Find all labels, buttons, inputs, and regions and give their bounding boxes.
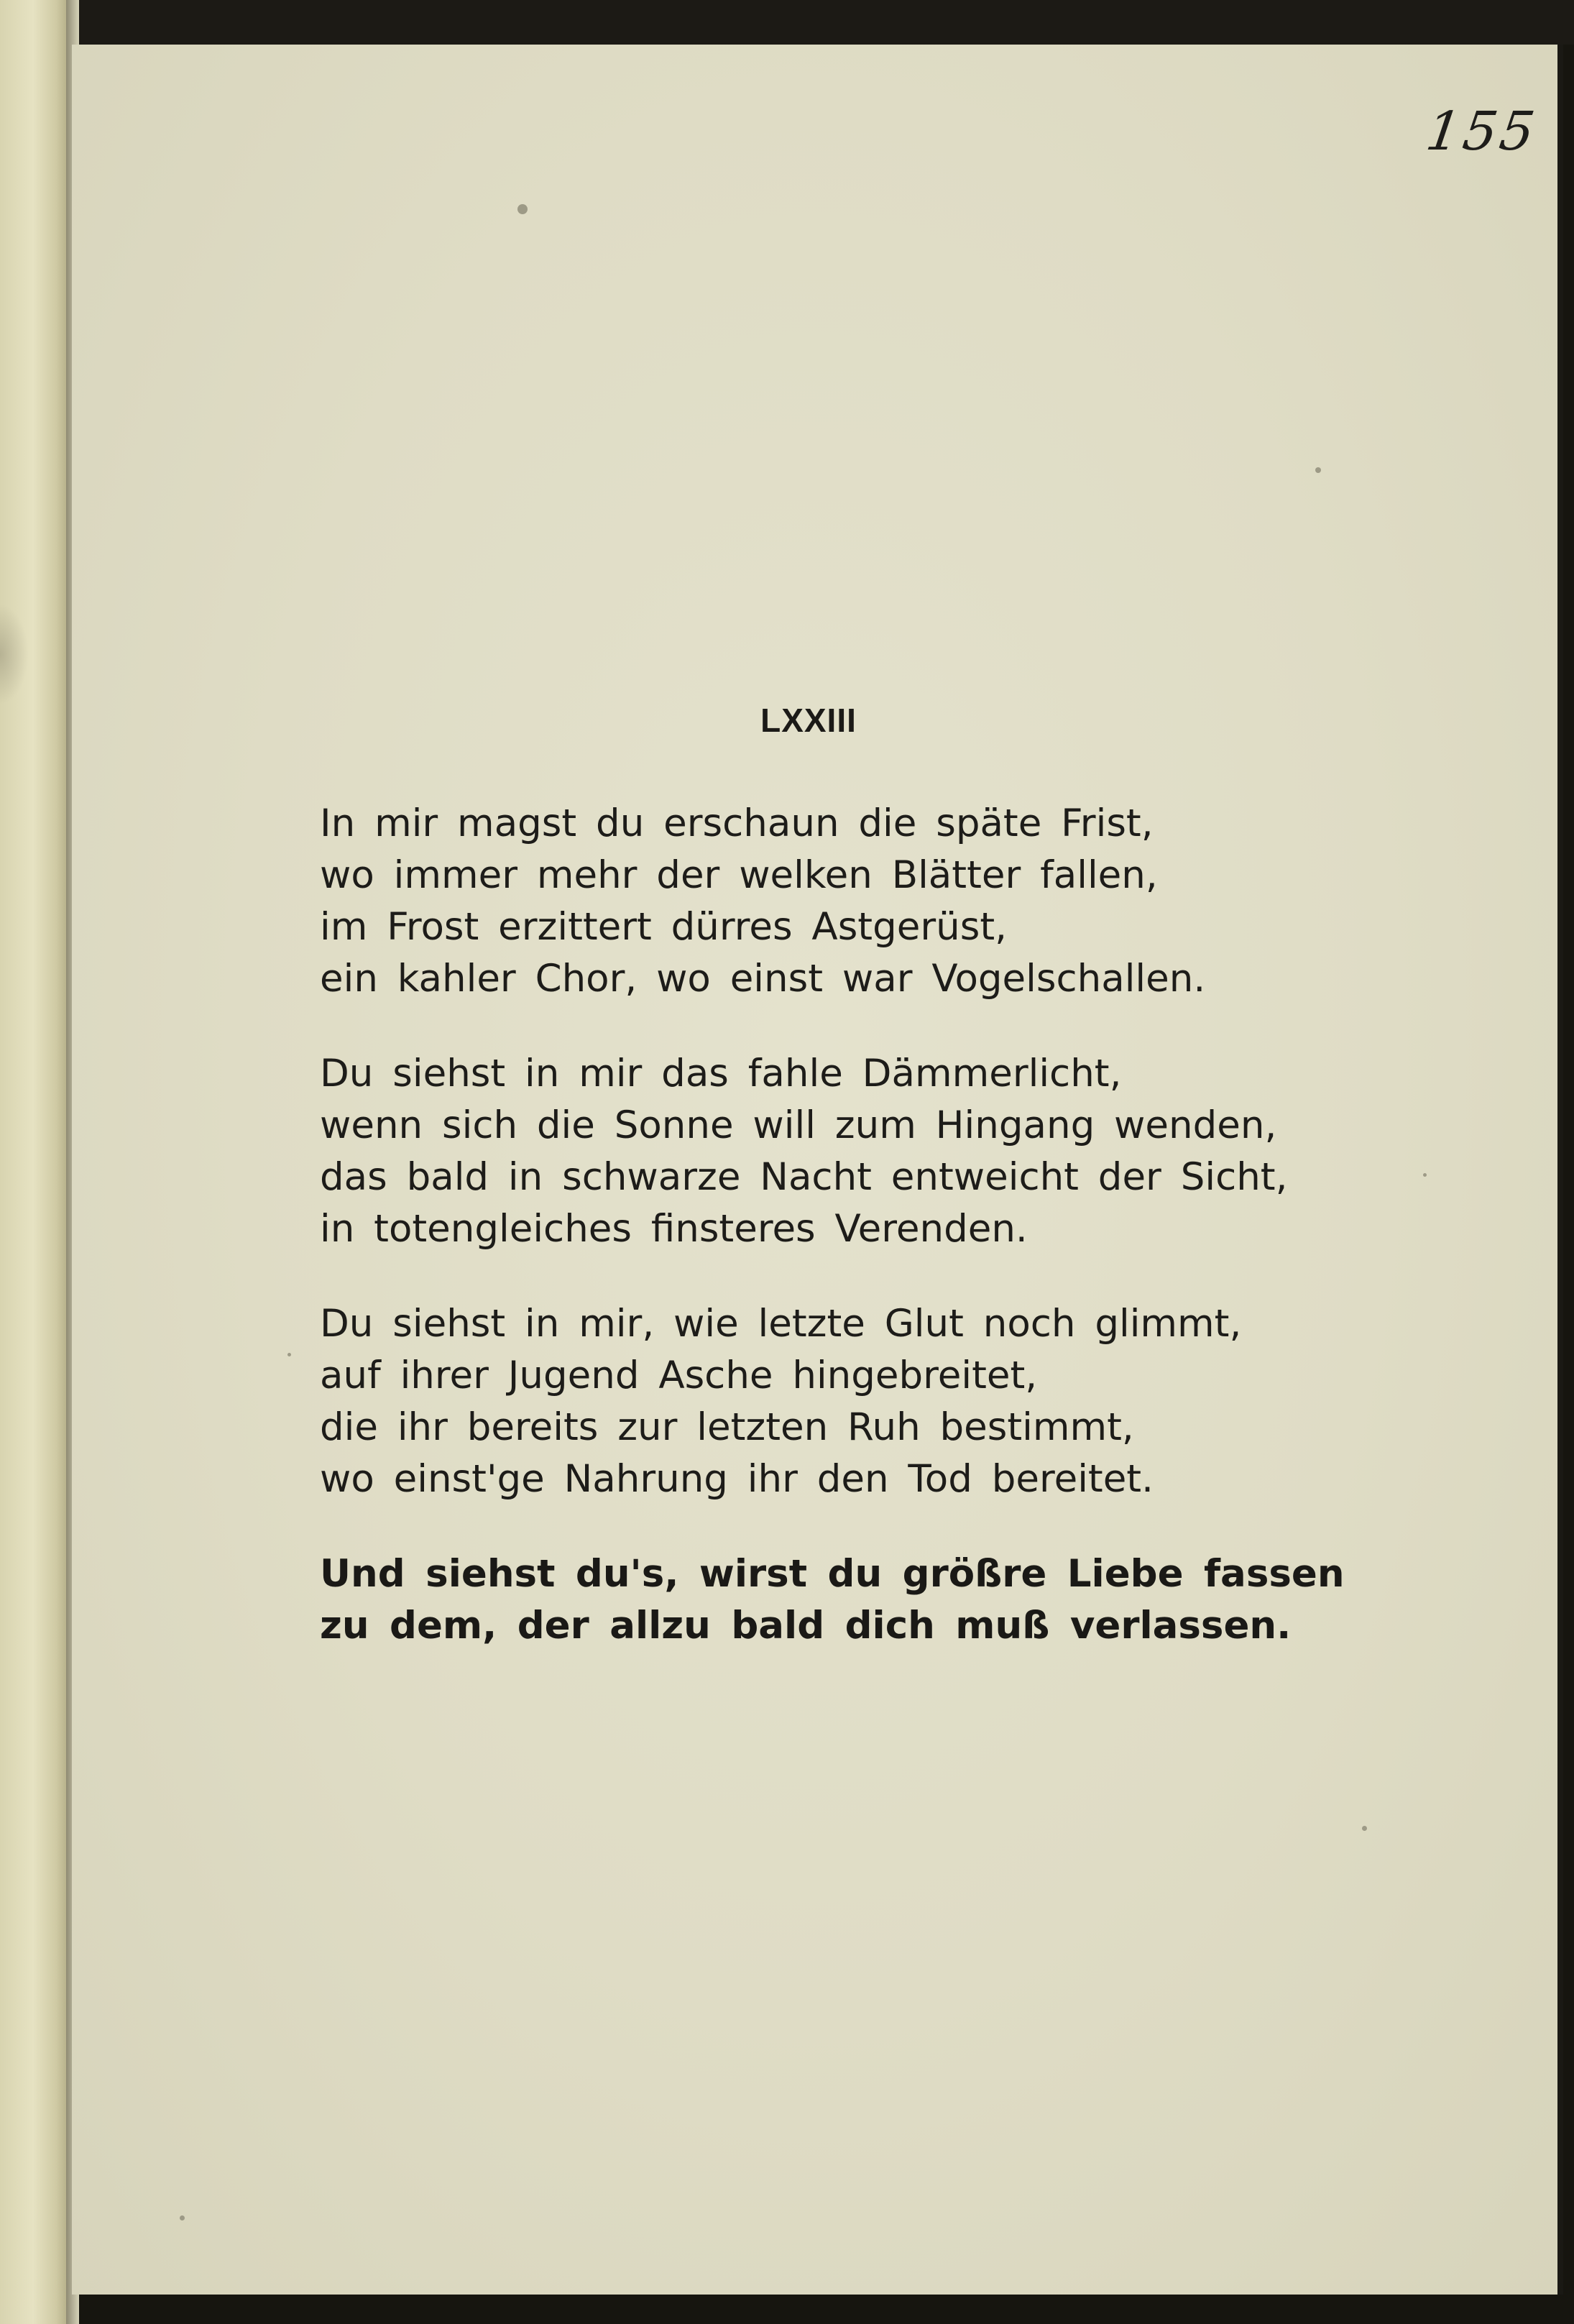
page-number: 155 <box>1422 101 1542 162</box>
stanza-2 <box>320 1048 1326 1255</box>
paper-speck <box>1315 467 1321 473</box>
poem-line: auf ihrer Jugend Asche hingebreitet, <box>320 1354 1038 1397</box>
paper-speck <box>517 204 528 214</box>
poem-line: wo einst'ge Nahrung ihr den Tod bereitet. <box>320 1457 1154 1501</box>
poem-body <box>320 798 1345 1695</box>
stanza-1 <box>320 798 1326 1005</box>
stanza-3 <box>320 1298 1326 1505</box>
book-binding <box>0 0 66 2324</box>
paper-speck <box>287 1353 291 1356</box>
poem-line: im Frost erzittert dürres Astgerüst, <box>320 905 1007 949</box>
poem-line: Und siehst du's, wirst du größre Liebe fassen <box>320 1552 1345 1596</box>
poem-line: zu dem, der allzu bald dich muß verlassen. <box>320 1604 1292 1648</box>
scanner-top-edge <box>79 0 1574 45</box>
poem-line: In mir magst du erschaun die späte Frist, <box>320 802 1154 845</box>
poem-line: Du siehst in mir, wie letzte Glut noch glimmt, <box>320 1302 1242 1346</box>
binding-stain <box>0 604 29 704</box>
stanza-4-couplet <box>320 1548 1345 1652</box>
poem-line: wenn sich die Sonne will zum Hingang wenden, <box>320 1103 1277 1147</box>
poem-line: Du siehst in mir das fahle Dämmerlicht, <box>320 1052 1122 1096</box>
paper-speck <box>1362 1826 1367 1831</box>
paper-speck <box>180 2215 185 2220</box>
poem-line: das bald in schwarze Nacht entweicht der Sicht, <box>320 1155 1288 1199</box>
paper-speck <box>1423 1173 1427 1177</box>
poem-line: in totengleiches finsteres Verenden. <box>320 1207 1028 1251</box>
poem-heading: LXXIII <box>760 702 857 739</box>
poem-line: die ihr bereits zur letzten Ruh bestimmt, <box>320 1405 1134 1449</box>
poem-line: wo immer mehr der welken Blätter fallen, <box>320 853 1158 897</box>
poem-line: ein kahler Chor, wo einst war Vogelschallen. <box>320 957 1206 1001</box>
